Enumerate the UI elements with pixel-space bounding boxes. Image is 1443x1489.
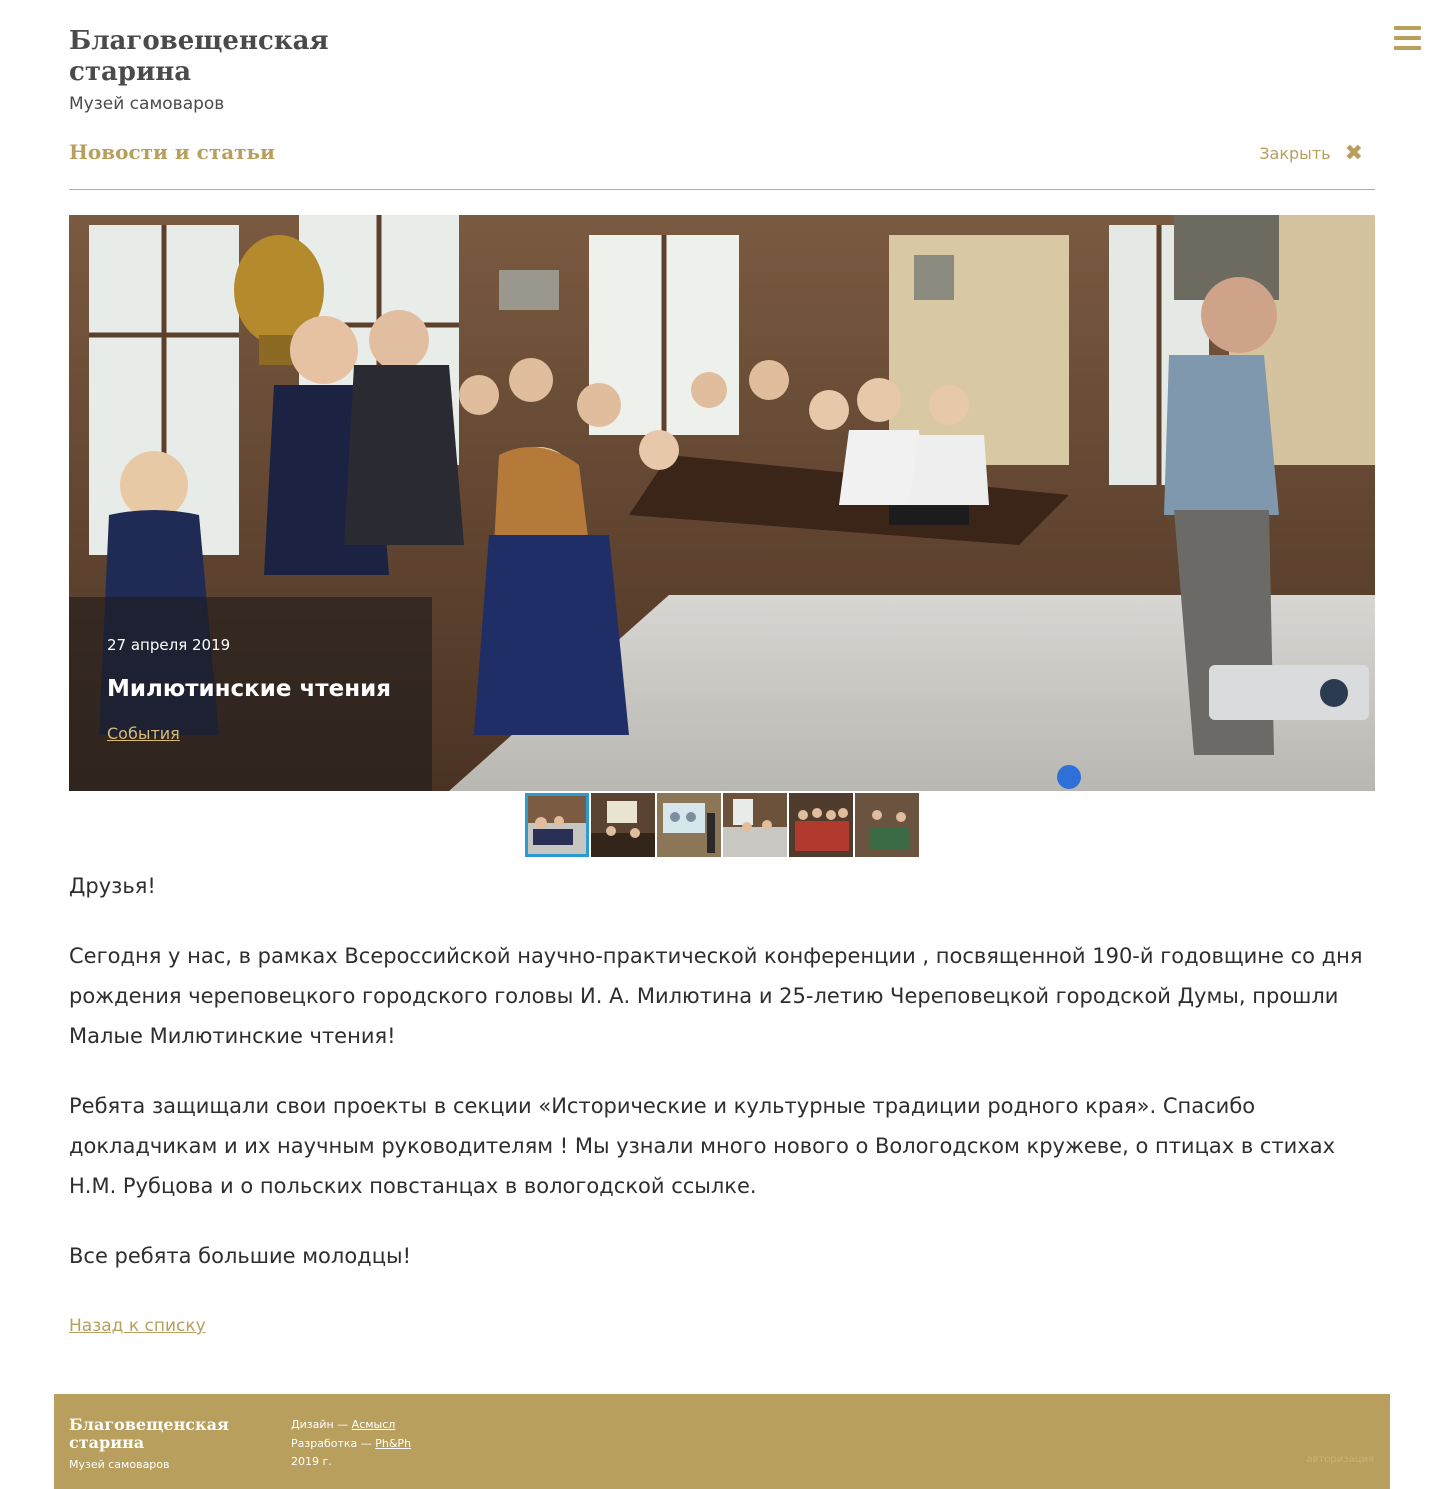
hero-date: 27 апреля 2019: [107, 636, 231, 654]
close-button[interactable]: [1259, 141, 1363, 166]
footer-credits: [291, 1416, 411, 1472]
article-body: [69, 866, 1375, 1306]
menu-icon[interactable]: [1394, 26, 1421, 54]
brand-subtitle: Музей самоваров: [69, 94, 225, 114]
back-to-list-link[interactable]: Назад к списку: [69, 1316, 206, 1336]
dev-label: Разработка —: [291, 1436, 376, 1450]
article-paragraph: Сегодня у нас, в рамках Всероссийской научно-практической конференции , посвященной 190-й годовщине со дня рождения череповецкого городского головы И. А. Милютина и 25-летию Череповецкой городской Думы, прошли Малые Милютинские чтения!: [69, 944, 1363, 1048]
brand-title: Благовещенская старина: [69, 26, 329, 87]
footer-brand-title: Благовещенская старина: [69, 1415, 229, 1452]
auth-link[interactable]: авторизация: [1306, 1454, 1374, 1465]
article-paragraph: Друзья!: [69, 874, 156, 898]
footer-brand-subtitle: Музей самоваров: [69, 1458, 170, 1471]
hero-title: Милютинские чтения: [107, 676, 392, 702]
hero-caption: [69, 597, 432, 791]
gallery-thumb[interactable]: [789, 793, 853, 857]
dev-link[interactable]: Ph&Ph: [375, 1436, 412, 1450]
article-paragraph: Все ребята большие молодцы!: [69, 1244, 411, 1268]
gallery-thumb[interactable]: [855, 793, 919, 857]
section-header: [69, 139, 1375, 190]
gallery-thumb[interactable]: [723, 793, 787, 857]
design-link[interactable]: Асмысл: [351, 1418, 396, 1431]
footer-brand[interactable]: [69, 1416, 269, 1471]
hero-photo: [69, 215, 1375, 791]
section-title: Новости и статьи: [69, 140, 275, 164]
hero-category-link[interactable]: События: [107, 724, 180, 743]
gallery-thumbnails: [525, 793, 919, 857]
article-paragraph: Ребята защищали свои проекты в секции «Исторические и культурные традиции родного края». Спасибо докладчикам и их научным руководителям ! Мы узнали много нового о Вологодском кружеве, о птицах в стихах Н.М. Рубцова и о польских повстанцах в вологодской ссылке.: [69, 1094, 1336, 1198]
close-icon: ✖: [1344, 141, 1363, 166]
gallery-thumb[interactable]: [657, 793, 721, 857]
close-label: Закрыть: [1259, 144, 1331, 163]
site-brand[interactable]: [69, 26, 369, 114]
design-label: Дизайн —: [291, 1418, 352, 1431]
footer-year: 2019 г.: [291, 1455, 332, 1468]
gallery-thumb[interactable]: [525, 793, 589, 857]
footer: [54, 1394, 1390, 1489]
gallery-thumb[interactable]: [591, 793, 655, 857]
